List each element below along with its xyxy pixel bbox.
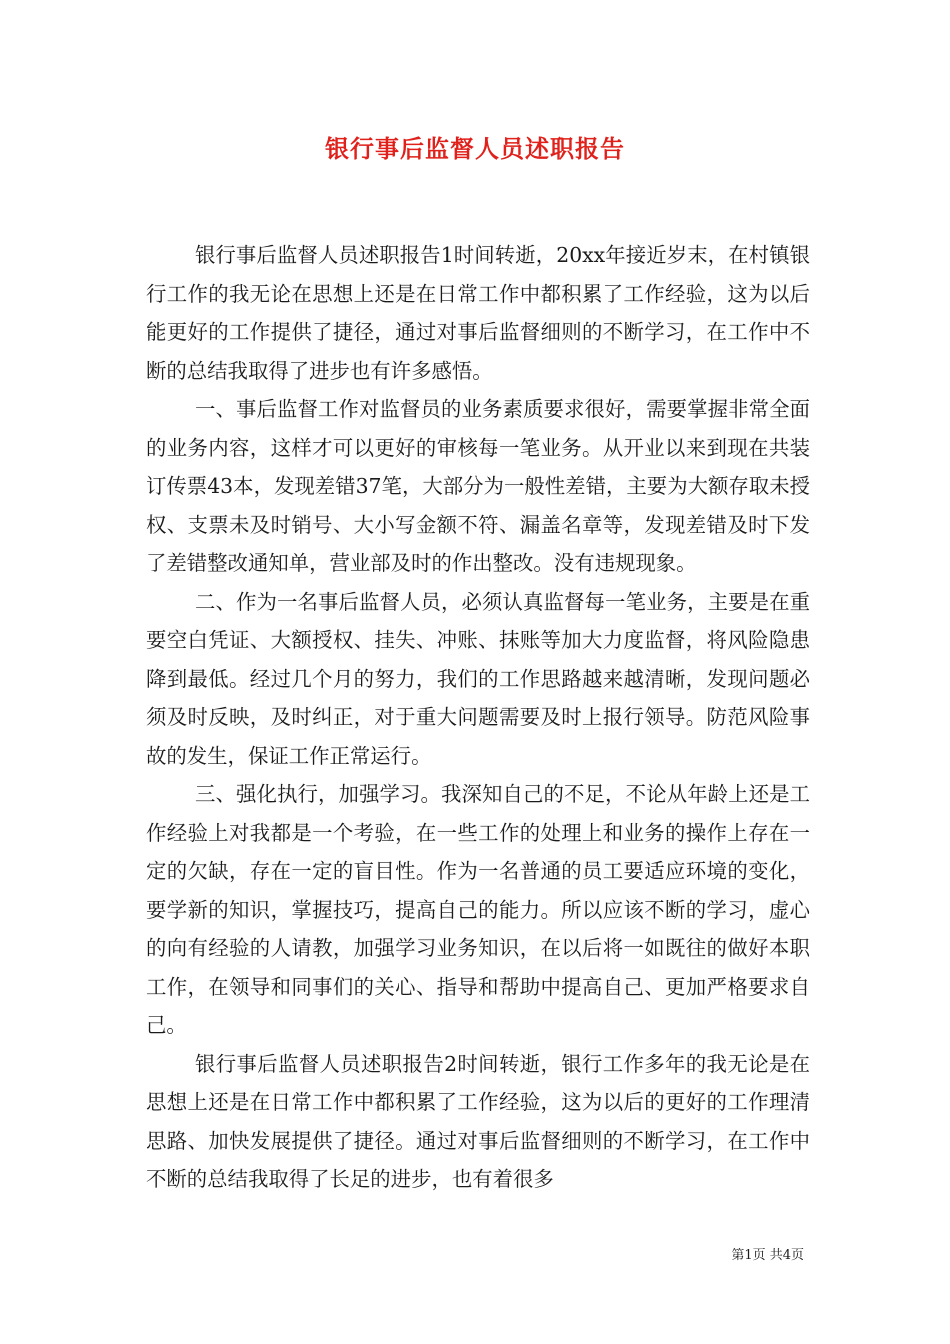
page-number-footer: 第1页 共4页 — [731, 1248, 804, 1263]
paragraph-2: 一、事后监督工作对监督员的业务素质要求很好，需要掌握非常全面的业务内容，这样才可以更好的审核每一笔业务。从开业以来到现在共装订传票43本，发现差错37笔，大部分为一般性差错，主要为大额存取未授权、支票未及时销号、大小写金额不符、漏盖名章等，发现差错及时下发了差错整改通知单，营业部及时的作出整改。没有违规现象。 — [146, 397, 810, 575]
paragraph-5: 银行事后监督人员述职报告2时间转逝，银行工作多年的我无论是在思想上还是在日常工作中都积累了工作经验，这为以后的更好的工作理清思路、加快发展提供了捷径。通过对事后监督细则的不断学习，在工作中不断的总结我取得了长足的进步，也有着很多 — [146, 1051, 810, 1191]
paragraph-1: 银行事后监督人员述职报告1时间转逝，20xx年接近岁末，在村镇银行工作的我无论在思想上还是在日常工作中都积累了工作经验，这为以后能更好的工作提供了捷径，通过对事后监督细则的不断学习，在工作中不断的总结我取得了进步也有许多感悟。 — [146, 243, 810, 383]
paragraph-3: 二、作为一名事后监督人员，必须认真监督每一笔业务，主要是在重要空白凭证、大额授权、挂失、冲账、抹账等加大力度监督，将风险隐患降到最低。经过几个月的努力，我们的工作思路越来越清晰，发现问题必须及时反映，及时纠正，对于重大问题需要及时上报行领导。防范风险事故的发生，保证工作正常运行。 — [146, 589, 810, 768]
paragraph-4: 三、强化执行，加强学习。我深知自己的不足，不论从年龄上还是工作经验上对我都是一个考验，在一些工作的处理上和业务的操作上存在一定的欠缺，存在一定的盲目性。作为一名普通的员工要适应环境的变化，要学新的知识，掌握技巧，提高自己的能力。所以应该不断的学习，虚心的向有经验的人请教，加强学习业务知识，在以后将一如既往的做好本职工作，在领导和同事们的关心、指导和帮助中提高自己、更加严格要求自己。 — [146, 782, 810, 1037]
document-body — [146, 236, 810, 1199]
document-title: 银行事后监督人员述职报告 — [325, 134, 625, 163]
